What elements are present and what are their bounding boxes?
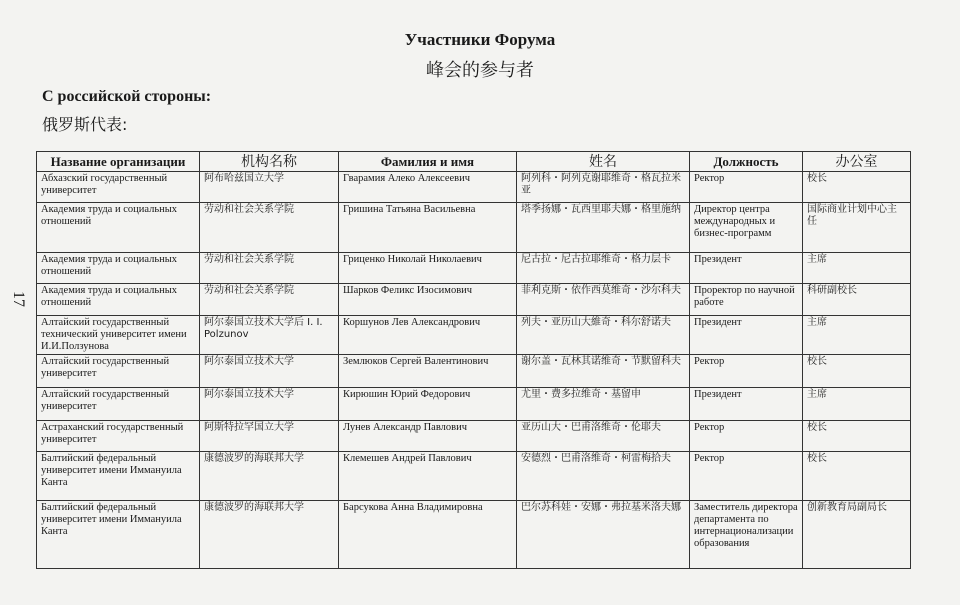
- header-org-ru: Название организации: [37, 152, 200, 172]
- table-row: [37, 421, 911, 452]
- header-name-zh: 姓名: [517, 152, 690, 172]
- name-ru-cell: Кирюшин Юрий Федорович: [339, 388, 517, 421]
- position-ru-cell: Ректор: [690, 355, 803, 388]
- org-zh-cell: 阿斯特拉罕国立大学: [200, 421, 339, 452]
- position-zh-cell: 主席: [803, 388, 911, 421]
- header-name-ru: Фамилия и имя: [339, 152, 517, 172]
- header-position-zh: 办公室: [803, 152, 911, 172]
- org-ru-cell: Абхазский государственный университет: [37, 172, 200, 203]
- page-number: 17: [10, 291, 27, 307]
- position-zh-cell: 校长: [803, 172, 911, 203]
- org-ru-cell: Балтийский федеральный университет имени Иммануила Канта: [37, 452, 200, 501]
- table-row: [37, 172, 911, 203]
- header-position-ru: Должность: [690, 152, 803, 172]
- table-row: [37, 355, 911, 388]
- org-ru-cell: Алтайский государственный технический университет имени И.И.Ползунова: [37, 316, 200, 355]
- name-ru-cell: Коршунов Лев Александрович: [339, 316, 517, 355]
- table-header-row: [37, 152, 911, 172]
- position-ru-cell: Проректор по научной работе: [690, 284, 803, 316]
- position-ru-cell: Президент: [690, 316, 803, 355]
- name-ru-cell: Шарков Феликс Изосимович: [339, 284, 517, 316]
- name-zh-cell: 安德烈・巴甫洛维奇・柯雷梅拾夫: [517, 452, 690, 501]
- org-zh-cell: 阿尔泰国立技术大学后 I. I. Polzunov: [200, 316, 339, 355]
- org-ru-cell: Академия труда и социальных отношений: [37, 253, 200, 284]
- table-row: [37, 452, 911, 501]
- position-ru-cell: Заместитель директора департамента по интернационализации образования: [690, 501, 803, 569]
- name-zh-cell: 列夫・亚历山大維奇・科尔舒诺夫: [517, 316, 690, 355]
- org-ru-cell: Алтайский государственный университет: [37, 355, 200, 388]
- org-zh-cell: 劳动和社会关系学院: [200, 284, 339, 316]
- name-ru-cell: Гришина Татьяна Васильевна: [339, 203, 517, 253]
- position-zh-cell: 科研副校长: [803, 284, 911, 316]
- org-zh-cell: 康德波罗的海联邦大学: [200, 452, 339, 501]
- org-ru-cell: Академия труда и социальных отношений: [37, 284, 200, 316]
- table-row: [37, 388, 911, 421]
- name-ru-cell: Гриценко Николай Николаевич: [339, 253, 517, 284]
- position-zh-cell: 校长: [803, 421, 911, 452]
- name-zh-cell: 尤里・费多拉维奇・基留申: [517, 388, 690, 421]
- org-ru-cell: Алтайский государственный университет: [37, 388, 200, 421]
- position-ru-cell: Президент: [690, 253, 803, 284]
- page-title-ru: Участники Форума: [404, 30, 556, 49]
- table-row: [37, 284, 911, 316]
- table-row: [37, 203, 911, 253]
- table-row: [37, 253, 911, 284]
- table-row: [37, 316, 911, 355]
- page-title-zh: 峰会的参与者: [426, 60, 534, 81]
- header-org-zh: 机构名称: [200, 152, 339, 172]
- position-zh-cell: 主席: [803, 253, 911, 284]
- org-ru-cell: Академия труда и социальных отношений: [37, 203, 200, 253]
- org-zh-cell: 阿尔泰国立技术大学: [200, 355, 339, 388]
- table-row: [37, 501, 911, 569]
- org-ru-cell: Астраханский государственный университет: [37, 421, 200, 452]
- participants-table: [36, 151, 911, 569]
- org-zh-cell: 阿尔泰国立技术大学: [200, 388, 339, 421]
- name-zh-cell: 谢尔盖・瓦林其诺维奇・节默留科夫: [517, 355, 690, 388]
- name-zh-cell: 塔季扬娜・瓦西里耶夫娜・格里施纳: [517, 203, 690, 253]
- position-zh-cell: 国际商业计划中心主任: [803, 203, 911, 253]
- position-zh-cell: 校长: [803, 452, 911, 501]
- name-zh-cell: 亚历山大・巴甫洛维奇・伦耶夫: [517, 421, 690, 452]
- position-ru-cell: Ректор: [690, 452, 803, 501]
- org-zh-cell: 劳动和社会关系学院: [200, 253, 339, 284]
- position-zh-cell: 主席: [803, 316, 911, 355]
- name-ru-cell: Барсукова Анна Владимировна: [339, 501, 517, 569]
- position-ru-cell: Директор центра международных и бизнес-программ: [690, 203, 803, 253]
- section-heading-ru: С российской стороны:: [42, 88, 212, 105]
- position-ru-cell: Ректор: [690, 421, 803, 452]
- org-zh-cell: 阿布哈兹国立大学: [200, 172, 339, 203]
- org-ru-cell: Балтийский федеральный университет имени Иммануила Канта: [37, 501, 200, 569]
- name-zh-cell: 菲利克斯・依作西莫维奇・沙尔科夫: [517, 284, 690, 316]
- name-zh-cell: 阿列科・阿列克谢耶维奇・格瓦拉米亚: [517, 172, 690, 203]
- name-zh-cell: 巴尔苏科娃・安娜・弗拉基米洛夫娜: [517, 501, 690, 569]
- position-ru-cell: Президент: [690, 388, 803, 421]
- name-ru-cell: Гварамия Алеко Алексеевич: [339, 172, 517, 203]
- name-ru-cell: Клемешев Андрей Павлович: [339, 452, 517, 501]
- section-heading-zh: 俄罗斯代表:: [42, 115, 128, 134]
- name-ru-cell: Лунев Александр Павлович: [339, 421, 517, 452]
- position-zh-cell: 创新教育局副局长: [803, 501, 911, 569]
- name-ru-cell: Землюков Сергей Валентинович: [339, 355, 517, 388]
- position-ru-cell: Ректор: [690, 172, 803, 203]
- org-zh-cell: 劳动和社会关系学院: [200, 203, 339, 253]
- position-zh-cell: 校长: [803, 355, 911, 388]
- org-zh-cell: 康德波罗的海联邦大学: [200, 501, 339, 569]
- name-zh-cell: 尼古拉・尼古拉耶维奇・格力层卡: [517, 253, 690, 284]
